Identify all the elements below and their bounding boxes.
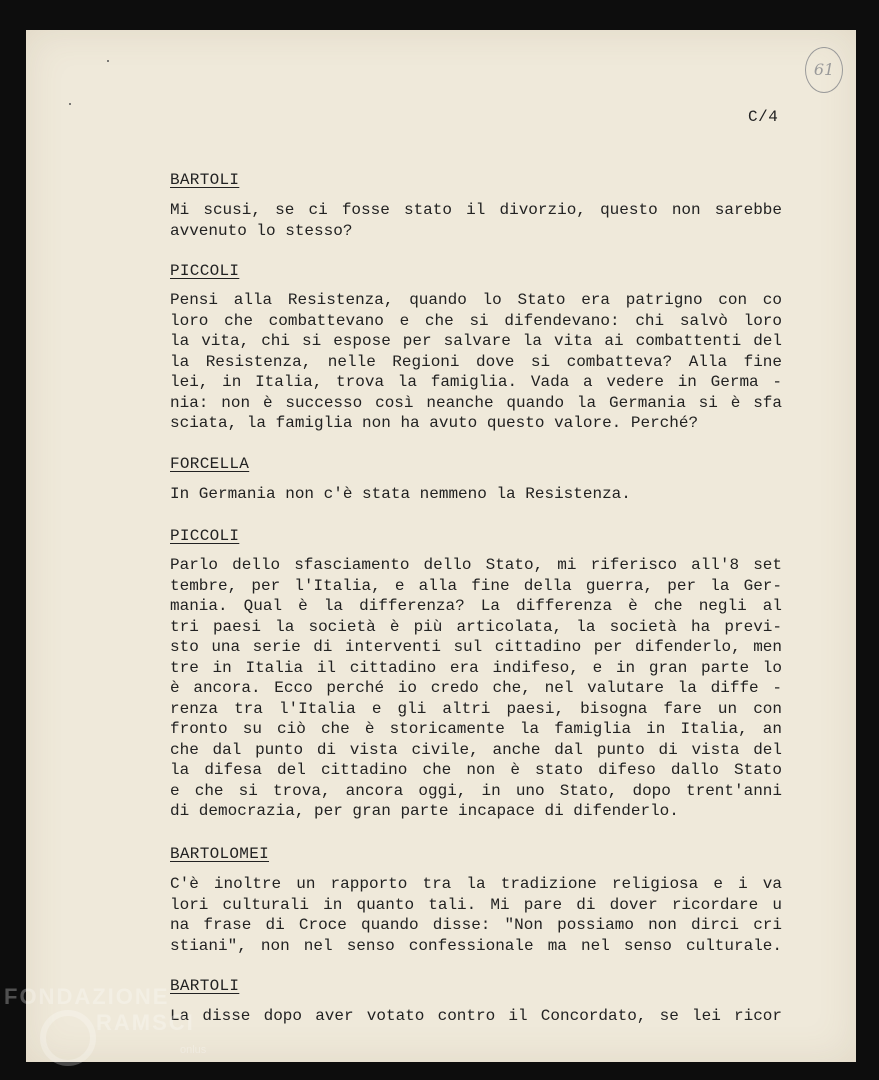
text-line: avvenuto lo stesso? — [170, 221, 353, 240]
speech-paragraph — [170, 555, 782, 822]
text-line: La disse dopo aver votato contro il Concordato, se lei ricor — [170, 1007, 782, 1025]
page-code: C/4 — [748, 108, 779, 126]
text-line: na frase di Croce quando disse: "Non possiamo non dirci cri — [170, 916, 782, 934]
text-line: stiani", non nel senso confessionale ma nel senso culturale. — [170, 936, 782, 955]
speech-paragraph — [170, 200, 782, 241]
text-line: C'è inoltre un rapporto tra la tradizione religiosa e i va — [170, 875, 782, 893]
text-line: loro che combattevano e che si difendevano: chi salvò loro — [170, 311, 782, 330]
text-line: e che si trova, ancora oggi, in uno Stato, dopo trent'anni — [170, 781, 782, 800]
speech-paragraph — [170, 290, 782, 434]
speech-paragraph — [170, 874, 782, 956]
text-line: tembre, per l'Italia, e alla fine della guerra, per la Ger- — [170, 576, 782, 595]
paper-speck — [69, 103, 71, 105]
text-line: è ancora. Ecco perché io credo che, nel valutare la diffe - — [170, 679, 782, 697]
text-line: Mi scusi, se ci fosse stato il divorzio, questo non sarebbe — [170, 201, 782, 219]
text-line: nia: non è successo così neanche quando la Germania si è sfa — [170, 393, 782, 412]
text-line: la Resistenza, nelle Regioni dove si combatteva? Alla fine — [170, 352, 782, 371]
speaker-name: PICCOLI — [170, 262, 240, 280]
text-line: di democrazia, per gran parte incapace di difenderlo. — [170, 802, 679, 820]
text-line: la difesa del cittadino che non è stato difeso dallo Stato — [170, 761, 782, 779]
text-line: sciata, la famiglia non ha avuto questo valore. Perché? — [170, 414, 699, 432]
text-line: Pensi alla Resistenza, quando lo Stato era patrigno con co — [170, 291, 782, 309]
text-line: la vita, chi si espose per salvare la vita ai combattenti del — [170, 332, 782, 350]
watermark-suffix: onlus — [180, 1044, 207, 1056]
speaker-name: BARTOLI — [170, 977, 240, 995]
watermark-line-1: FONDAZIONE — [4, 984, 170, 1009]
speaker-name: FORCELLA — [170, 455, 250, 473]
text-line: mania. Qual è la differenza? La differenza è che negli al — [170, 597, 782, 615]
text-line: che dal punto di vista civile, anche dal punto di vista del — [170, 740, 782, 759]
text-line: tre in Italia il cittadino era indifeso, e in gran parte lo — [170, 658, 782, 677]
text-line: Parlo dello sfasciamento dello Stato, mi riferisco all'8 set — [170, 556, 782, 574]
text-line: fronto su ciò che è storicamente la famiglia in Italia, an — [170, 720, 782, 738]
text-line: lei, in Italia, trova la famiglia. Vada a vedere in Germa - — [170, 373, 782, 391]
speaker-name: BARTOLI — [170, 171, 240, 189]
speaker-name: PICCOLI — [170, 527, 240, 545]
text-line: tri paesi la società è più articolata, la società ha previ- — [170, 617, 782, 636]
watermark-line-2: RAMSCI — [96, 1010, 195, 1035]
paper-speck — [107, 60, 109, 62]
text-line: renza tra l'Italia e gli altri paesi, bisogna fare un con — [170, 699, 782, 718]
speech-paragraph — [170, 1006, 782, 1027]
speaker-name: BARTOLOMEI — [170, 845, 270, 863]
text-line: lori culturali in quanto tali. Mi pare di dover ricordare u — [170, 895, 782, 914]
archive-page-number: 61 — [805, 47, 843, 93]
text-line: sto una serie di interventi sul cittadino per difenderlo, men — [170, 638, 782, 656]
text-line: In Germania non c'è stata nemmeno la Resistenza. — [170, 485, 631, 503]
speech-paragraph — [170, 484, 782, 505]
